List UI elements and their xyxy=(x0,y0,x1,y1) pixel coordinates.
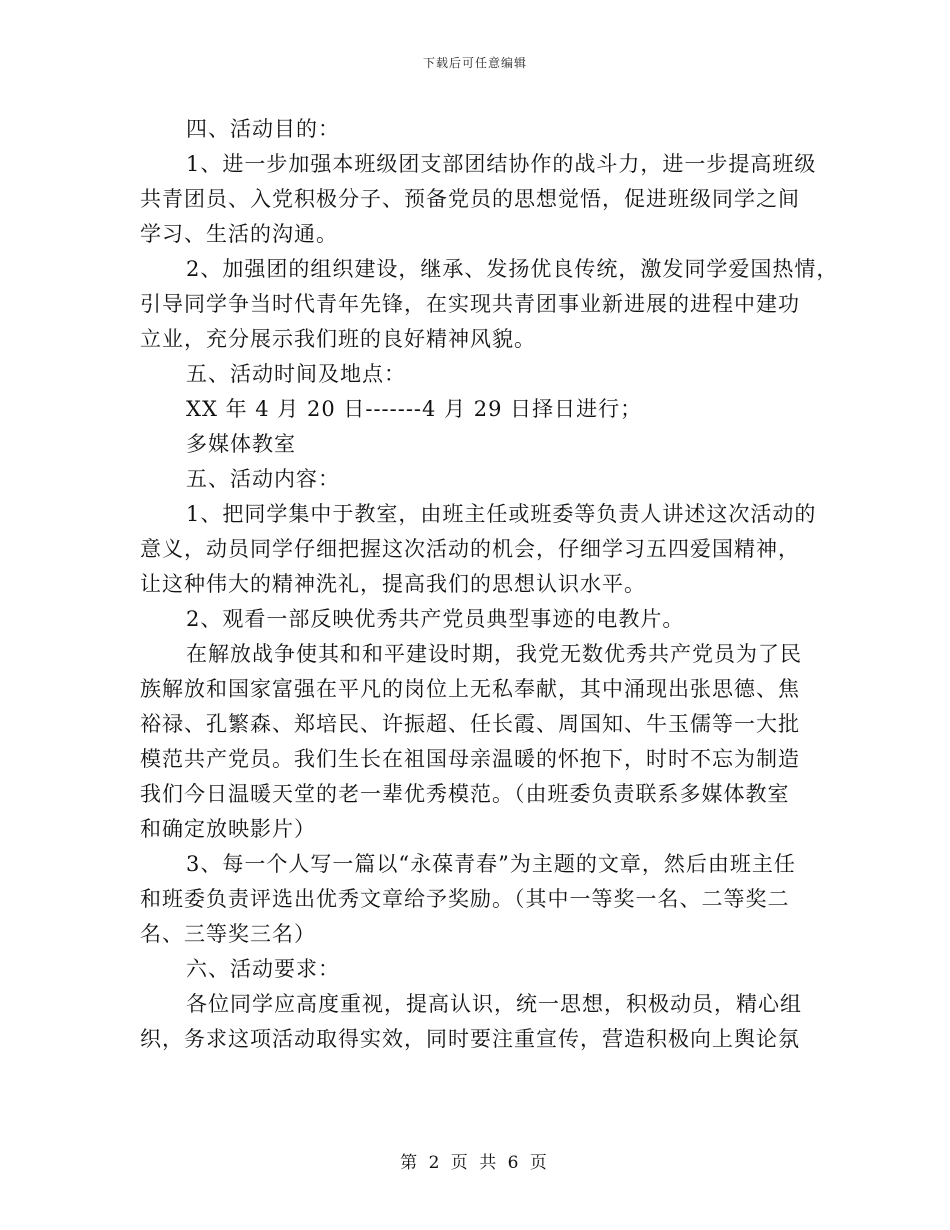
paragraph-line: 意义，动员同学仔细把握这次活动的机会，仔细学习五四爱国精神， xyxy=(140,537,800,561)
page-header: 下载后可任意编辑 xyxy=(422,56,527,70)
paragraph-line: 族解放和国家富强在平凡的岗位上无私奉献，其中涌现出张思德、焦 xyxy=(140,677,800,701)
section-heading: 六、活动要求： xyxy=(186,957,340,981)
section-heading: 五、活动内容： xyxy=(186,467,340,491)
paragraph-line: 让这种伟大的精神洗礼，提高我们的思想认识水平。 xyxy=(140,572,646,596)
paragraph-line: 共青团员、入党积极分子、预备党员的思想觉悟，促进班级同学之间 xyxy=(140,187,800,211)
paragraph-line: 名、三等奖三名） xyxy=(140,922,316,946)
paragraph-line: 各位同学应高度重视，提高认识，统一思想，积极动员，精心组 xyxy=(186,992,802,1016)
paragraph-line: 引导同学争当时代青年先锋，在实现共青团事业新进展的进程中建功 xyxy=(140,292,800,316)
paragraph-line: 1、进一步加强本班级团支部团结协作的战斗力，进一步提高班级 xyxy=(186,152,817,176)
paragraph-line: 多媒体教室 xyxy=(186,432,296,456)
paragraph-line: 裕禄、孔繁森、郑培民、许振超、任长霞、周国知、牛玉儒等一大批 xyxy=(140,712,800,736)
paragraph-line: 学习、生活的沟通。 xyxy=(140,222,338,246)
paragraph-line: 2、加强团的组织建设，继承、发扬优良传统，激发同学爱国热情， xyxy=(186,257,839,281)
paragraph-line: 我们今日温暖天堂的老一辈优秀模范。（由班委负责联系多媒体教室 xyxy=(140,782,790,806)
paragraph-line: 在解放战争使其和和平建设时期，我党无数优秀共产党员为了民 xyxy=(186,642,802,666)
page-number-footer: 第 2 页 共 6 页 xyxy=(400,1153,550,1173)
paragraph-line: 织，务求这项活动取得实效，同时要注重宣传，营造积极向上舆论氛 xyxy=(140,1027,800,1051)
paragraph-line: 1、把同学集中于教室，由班主任或班委等负责人讲述这次活动的 xyxy=(186,502,817,526)
paragraph-line: XX 年 4 月 20 日-------4 月 29 日择日进行； xyxy=(186,397,643,421)
paragraph-line: 和班委负责评选出优秀文章给予奖励。（其中一等奖一名、二等奖二 xyxy=(140,887,790,911)
paragraph-line: 立业，充分展示我们班的良好精神风貌。 xyxy=(140,327,536,351)
paragraph-line: 3、每一个人写一篇以“永葆青春”为主题的文章，然后由班主任 xyxy=(186,852,796,876)
paragraph-line: 模范共产党员。我们生长在祖国母亲温暖的怀抱下，时时不忘为制造 xyxy=(140,747,800,771)
paragraph-line: 和确定放映影片） xyxy=(140,817,316,841)
section-heading: 五、活动时间及地点： xyxy=(186,362,406,386)
paragraph-line: 2、观看一部反映优秀共产党员典型事迹的电教片。 xyxy=(186,607,685,631)
document-body xyxy=(140,112,839,1057)
section-heading: 四、活动目的： xyxy=(186,117,340,141)
